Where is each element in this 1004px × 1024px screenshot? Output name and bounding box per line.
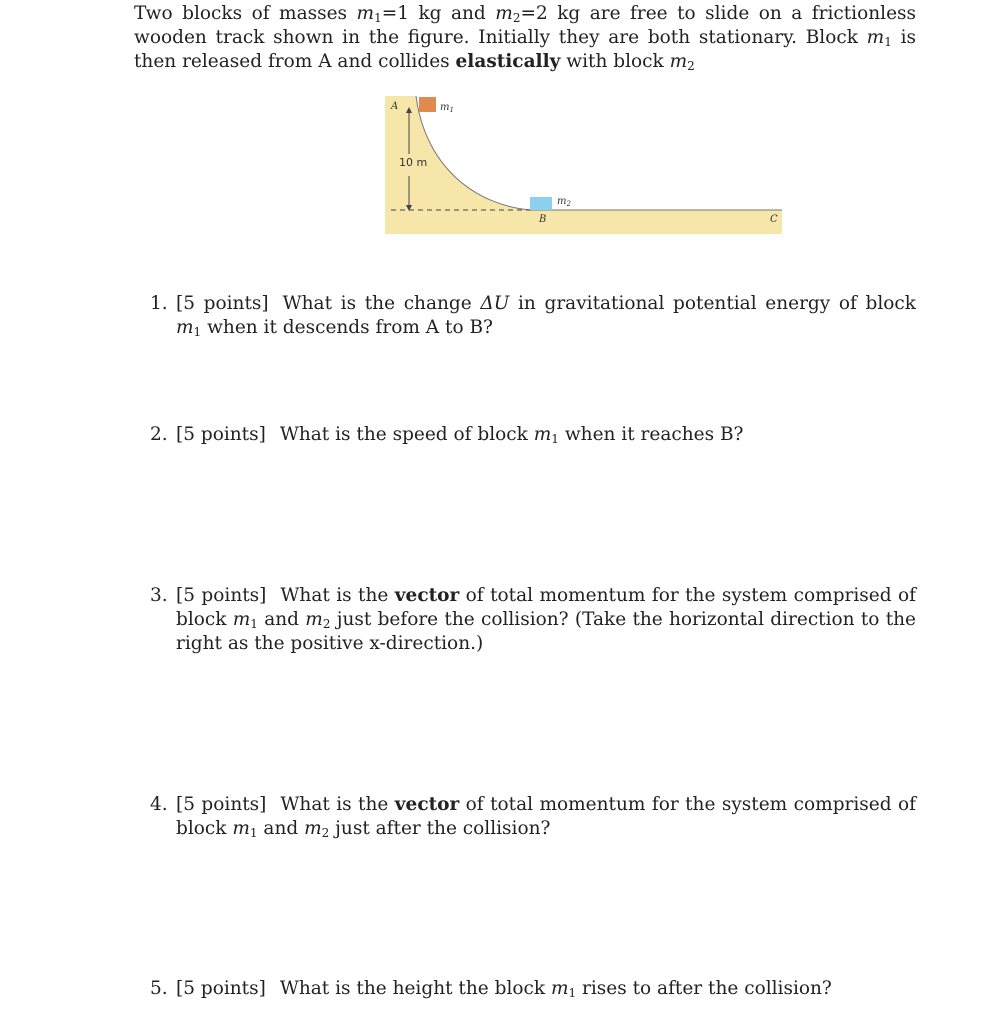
question-text-part: of total momentum for the system comprised of block: [176, 794, 917, 839]
question-points: [5 points]: [176, 424, 266, 445]
height-label: 10 m: [399, 156, 428, 169]
mass1-symbol: m: [356, 3, 375, 24]
block-m2-label: $m_2$: [557, 196, 571, 208]
question-text-part: What is the speed of block: [279, 424, 534, 445]
mass-subscript: 2: [322, 617, 331, 631]
intro-text: and: [441, 3, 496, 24]
vector-keyword: vector: [394, 585, 460, 606]
question-points: [5 points]: [176, 978, 266, 999]
mass2-value: =2 kg: [520, 3, 581, 24]
question-number: 5.: [150, 978, 168, 999]
question-text-part: just before the collision? (Take the horizontal direction to the right as the positive x-direction.): [176, 609, 916, 654]
mass-symbol: m: [176, 317, 194, 338]
question-text: [176, 584, 916, 656]
mass-subscript: 1: [193, 325, 202, 339]
question-text: [176, 793, 916, 841]
intro-text: Two blocks of masses: [134, 3, 357, 24]
question-points: [5 points]: [176, 293, 269, 314]
target-symbol: m: [669, 51, 688, 72]
track-figure: [385, 96, 782, 234]
question-3: [150, 584, 916, 656]
question-number: 2.: [150, 424, 168, 445]
mass-subscript: 1: [551, 432, 559, 446]
block-subscript: 1: [884, 35, 892, 49]
mass-symbol: m: [550, 978, 569, 999]
mass-symbol: m: [305, 609, 323, 630]
question-text-part: What is the change: [282, 293, 481, 314]
intro-text: are free to slide on a frictionless wooden track shown in the figure. Initially they are both stationary. Block: [134, 3, 916, 48]
question-2: [150, 423, 916, 447]
delta-u-symbol: ΔU: [480, 293, 510, 314]
elastic-keyword: elastically: [455, 51, 561, 72]
question-text: [176, 292, 916, 340]
mass1-subscript: 1: [374, 11, 382, 25]
question-1: [150, 292, 916, 340]
question-text: [176, 977, 916, 1001]
question-text-part: in gravitational potential energy of block: [509, 293, 916, 314]
block-symbol: m: [866, 27, 885, 48]
mass-symbol: m: [232, 818, 250, 839]
question-points: [5 points]: [176, 794, 267, 815]
target-subscript: 2: [687, 59, 695, 73]
mass-symbol: m: [533, 424, 552, 445]
block-m1: [419, 97, 436, 112]
mass-subscript: 1: [249, 826, 258, 840]
question-text-part: and: [257, 609, 306, 630]
block-m2: [530, 197, 552, 210]
question-text-part: What is the: [280, 794, 395, 815]
question-4: [150, 793, 916, 841]
mass1-value: =1 kg: [381, 3, 442, 24]
question-number: 3.: [150, 585, 168, 606]
question-text-part: rises to after the collision?: [576, 978, 832, 999]
intro-text: is then released from A and collides: [134, 27, 916, 72]
mass-subscript: 1: [568, 986, 577, 1000]
track-diagram: [385, 96, 782, 234]
question-5: [150, 977, 916, 1001]
block-m1-label: $m_1$: [440, 102, 454, 114]
point-b-label: B: [539, 214, 547, 225]
intro-text: with block: [560, 51, 670, 72]
mass-symbol: m: [304, 818, 322, 839]
mass2-subscript: 2: [512, 11, 521, 25]
vector-keyword: vector: [394, 794, 460, 815]
problem-statement: [134, 2, 916, 74]
question-text-part: just after the collision?: [329, 818, 551, 839]
question-number: 4.: [150, 794, 168, 815]
question-text-part: when it reaches B?: [558, 424, 744, 445]
question-points: [5 points]: [176, 585, 267, 606]
point-c-label: C: [770, 214, 778, 225]
point-a-label: A: [391, 101, 399, 112]
question-number: 1.: [150, 293, 168, 314]
question-text-part: What is the: [280, 585, 395, 606]
mass-symbol: m: [232, 609, 251, 630]
mass-subscript: 1: [250, 617, 258, 631]
question-text-part: of total momentum for the system comprised of block: [176, 585, 917, 630]
mass2-symbol: m: [495, 3, 513, 24]
question-text-part: and: [257, 818, 305, 839]
question-text-part: when it descends from A to B?: [201, 317, 493, 338]
question-text-part: What is the height the block: [279, 978, 551, 999]
question-text: [176, 423, 916, 447]
mass-subscript: 2: [321, 826, 330, 840]
